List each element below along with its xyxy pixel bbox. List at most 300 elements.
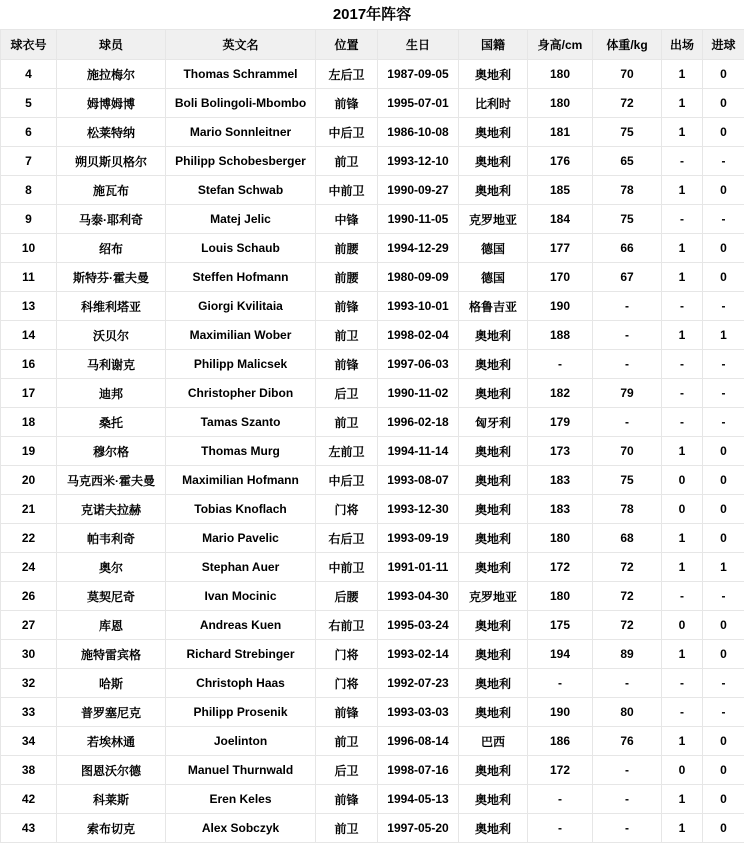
table-cell: 桑托	[57, 408, 166, 437]
table-cell: 1992-07-23	[378, 669, 459, 698]
table-cell: 奥地利	[459, 524, 528, 553]
table-cell: 门将	[316, 495, 378, 524]
table-cell: 1993-08-07	[378, 466, 459, 495]
table-cell: 1994-05-13	[378, 785, 459, 814]
table-cell: 1	[662, 553, 703, 582]
table-row	[1, 321, 744, 350]
table-cell: Matej Jelic	[166, 205, 316, 234]
table-body	[1, 60, 744, 843]
table-cell: 索布切克	[57, 814, 166, 843]
table-cell: Philipp Schobesberger	[166, 147, 316, 176]
table-cell: 克罗地亚	[459, 205, 528, 234]
table-cell: 前腰	[316, 234, 378, 263]
table-cell: 帕韦利奇	[57, 524, 166, 553]
table-row	[1, 234, 744, 263]
table-cell: 前卫	[316, 147, 378, 176]
table-cell: Philipp Malicsek	[166, 350, 316, 379]
table-cell: 68	[593, 524, 662, 553]
table-row	[1, 292, 744, 321]
table-cell: -	[593, 321, 662, 350]
table-cell: 0	[703, 785, 744, 814]
table-cell: Maximilian Wober	[166, 321, 316, 350]
table-cell: 180	[528, 582, 593, 611]
table-cell: 70	[593, 60, 662, 89]
table-cell: 1	[662, 814, 703, 843]
table-cell: 前锋	[316, 785, 378, 814]
table-row	[1, 466, 744, 495]
table-cell: 右前卫	[316, 611, 378, 640]
table-cell: 施拉梅尔	[57, 60, 166, 89]
table-cell: 1995-03-24	[378, 611, 459, 640]
table-cell: 科维利塔亚	[57, 292, 166, 321]
table-cell: 16	[1, 350, 57, 379]
table-row	[1, 350, 744, 379]
table-cell: 1993-03-03	[378, 698, 459, 727]
table-cell: 38	[1, 756, 57, 785]
table-cell: 76	[593, 727, 662, 756]
table-cell: 奥地利	[459, 814, 528, 843]
table-cell: 9	[1, 205, 57, 234]
table-cell: 183	[528, 466, 593, 495]
table-cell: 1993-12-30	[378, 495, 459, 524]
table-cell: Steffen Hofmann	[166, 263, 316, 292]
table-cell: 1993-12-10	[378, 147, 459, 176]
table-cell: 0	[703, 727, 744, 756]
table-cell: 施瓦布	[57, 176, 166, 205]
table-cell: 0	[703, 524, 744, 553]
table-cell: -	[662, 350, 703, 379]
table-cell: 前锋	[316, 292, 378, 321]
table-cell: 72	[593, 582, 662, 611]
table-cell: 188	[528, 321, 593, 350]
table-cell: 奥地利	[459, 60, 528, 89]
table-cell: 78	[593, 495, 662, 524]
table-cell: 斯特芬·霍夫曼	[57, 263, 166, 292]
table-row	[1, 408, 744, 437]
table-cell: Mario Sonnleitner	[166, 118, 316, 147]
table-cell: -	[528, 669, 593, 698]
table-cell: Joelinton	[166, 727, 316, 756]
header-cell: 英文名	[166, 30, 316, 60]
table-cell: 1993-10-01	[378, 292, 459, 321]
table-cell: Mario Pavelic	[166, 524, 316, 553]
table-cell: 奥地利	[459, 756, 528, 785]
header-cell: 球衣号	[1, 30, 57, 60]
table-cell: 奥地利	[459, 669, 528, 698]
table-cell: 42	[1, 785, 57, 814]
table-cell: 1	[662, 234, 703, 263]
table-row	[1, 756, 744, 785]
table-cell: -	[662, 379, 703, 408]
table-cell: 匈牙利	[459, 408, 528, 437]
table-cell: 1994-11-14	[378, 437, 459, 466]
table-cell: -	[593, 756, 662, 785]
table-cell: Christopher Dibon	[166, 379, 316, 408]
table-cell: 17	[1, 379, 57, 408]
table-row	[1, 118, 744, 147]
table-row	[1, 785, 744, 814]
table-cell: 1991-01-11	[378, 553, 459, 582]
table-cell: -	[703, 205, 744, 234]
table-cell: -	[703, 582, 744, 611]
table-cell: 75	[593, 466, 662, 495]
table-cell: 186	[528, 727, 593, 756]
table-row	[1, 669, 744, 698]
table-cell: 奥地利	[459, 379, 528, 408]
table-cell: 1993-02-14	[378, 640, 459, 669]
table-cell: 22	[1, 524, 57, 553]
table-cell: 72	[593, 553, 662, 582]
table-cell: 姆博姆博	[57, 89, 166, 118]
table-cell: 8	[1, 176, 57, 205]
table-cell: 194	[528, 640, 593, 669]
table-cell: 75	[593, 118, 662, 147]
table-cell: 松莱特纳	[57, 118, 166, 147]
table-row	[1, 814, 744, 843]
table-cell: 172	[528, 756, 593, 785]
table-cell: -	[662, 582, 703, 611]
table-row	[1, 640, 744, 669]
table-cell: 70	[593, 437, 662, 466]
table-cell: 173	[528, 437, 593, 466]
table-row	[1, 176, 744, 205]
table-cell: 65	[593, 147, 662, 176]
table-cell: 后腰	[316, 582, 378, 611]
table-cell: 1990-09-27	[378, 176, 459, 205]
table-cell: 迪邦	[57, 379, 166, 408]
table-cell: 中前卫	[316, 176, 378, 205]
table-cell: 177	[528, 234, 593, 263]
table-cell: 沃贝尔	[57, 321, 166, 350]
table-cell: 奥地利	[459, 698, 528, 727]
table-cell: 26	[1, 582, 57, 611]
table-cell: 前卫	[316, 814, 378, 843]
table-cell: 0	[703, 814, 744, 843]
table-cell: -	[528, 814, 593, 843]
table-cell: 67	[593, 263, 662, 292]
table-cell: 1986-10-08	[378, 118, 459, 147]
table-cell: 34	[1, 727, 57, 756]
table-cell: Christoph Haas	[166, 669, 316, 698]
table-cell: -	[703, 350, 744, 379]
table-cell: 普罗塞尼克	[57, 698, 166, 727]
table-cell: 89	[593, 640, 662, 669]
table-cell: 190	[528, 292, 593, 321]
table-cell: 前腰	[316, 263, 378, 292]
table-cell: 绍布	[57, 234, 166, 263]
table-cell: 18	[1, 408, 57, 437]
table-cell: 6	[1, 118, 57, 147]
page-title: 2017年阵容	[332, 6, 412, 23]
table-cell: 右后卫	[316, 524, 378, 553]
table-cell: 格鲁吉亚	[459, 292, 528, 321]
table-cell: 中前卫	[316, 553, 378, 582]
table-cell: -	[662, 147, 703, 176]
table-cell: -	[703, 379, 744, 408]
table-cell: 0	[662, 756, 703, 785]
table-cell: 0	[703, 756, 744, 785]
table-cell: -	[703, 669, 744, 698]
table-cell: 180	[528, 89, 593, 118]
table-cell: 1998-07-16	[378, 756, 459, 785]
table-cell: Alex Sobczyk	[166, 814, 316, 843]
table-cell: Thomas Schrammel	[166, 60, 316, 89]
table-cell: 66	[593, 234, 662, 263]
table-cell: 79	[593, 379, 662, 408]
table-cell: -	[662, 292, 703, 321]
table-row	[1, 89, 744, 118]
table-row	[1, 379, 744, 408]
table-cell: 30	[1, 640, 57, 669]
table-row	[1, 727, 744, 756]
table-cell: 1	[662, 176, 703, 205]
table-cell: -	[528, 785, 593, 814]
table-cell: Tamas Szanto	[166, 408, 316, 437]
table-row	[1, 553, 744, 582]
table-cell: 0	[703, 234, 744, 263]
table-cell: 24	[1, 553, 57, 582]
table-cell: 后卫	[316, 756, 378, 785]
table-cell: 0	[662, 495, 703, 524]
table-cell: 1990-11-05	[378, 205, 459, 234]
table-cell: 32	[1, 669, 57, 698]
table-row	[1, 437, 744, 466]
table-cell: 0	[703, 263, 744, 292]
table-row	[1, 60, 744, 89]
table-cell: 1997-05-20	[378, 814, 459, 843]
table-cell: Stephan Auer	[166, 553, 316, 582]
table-cell: 0	[703, 118, 744, 147]
table-cell: 前锋	[316, 89, 378, 118]
table-cell: 182	[528, 379, 593, 408]
table-cell: 1993-09-19	[378, 524, 459, 553]
table-cell: 181	[528, 118, 593, 147]
table-cell: 中后卫	[316, 118, 378, 147]
table-cell: 前卫	[316, 321, 378, 350]
table-cell: 门将	[316, 640, 378, 669]
table-cell: 奥地利	[459, 785, 528, 814]
table-cell: 1996-02-18	[378, 408, 459, 437]
table-cell: 奥地利	[459, 176, 528, 205]
table-cell: 0	[662, 611, 703, 640]
table-cell: 图恩沃尔德	[57, 756, 166, 785]
table-cell: 中锋	[316, 205, 378, 234]
table-cell: 1994-12-29	[378, 234, 459, 263]
table-cell: 左后卫	[316, 60, 378, 89]
table-cell: 7	[1, 147, 57, 176]
table-cell: 克诺夫拉赫	[57, 495, 166, 524]
table-cell: 175	[528, 611, 593, 640]
table-cell: 11	[1, 263, 57, 292]
table-cell: 0	[703, 176, 744, 205]
table-cell: 奥地利	[459, 147, 528, 176]
table-cell: 前卫	[316, 408, 378, 437]
table-cell: 19	[1, 437, 57, 466]
table-cell: 奥地利	[459, 350, 528, 379]
table-cell: 克罗地亚	[459, 582, 528, 611]
table-cell: 施特雷宾格	[57, 640, 166, 669]
table-cell: 190	[528, 698, 593, 727]
header-cell: 球员	[57, 30, 166, 60]
table-cell: 前锋	[316, 350, 378, 379]
table-cell: 0	[703, 495, 744, 524]
table-cell: 78	[593, 176, 662, 205]
roster-table	[0, 29, 744, 843]
table-cell: Philipp Prosenik	[166, 698, 316, 727]
table-cell: -	[662, 408, 703, 437]
table-cell: 1997-06-03	[378, 350, 459, 379]
table-cell: -	[703, 408, 744, 437]
table-cell: 0	[703, 640, 744, 669]
table-cell: -	[593, 292, 662, 321]
table-cell: Tobias Knoflach	[166, 495, 316, 524]
table-cell: 0	[703, 466, 744, 495]
table-cell: 185	[528, 176, 593, 205]
table-cell: 0	[662, 466, 703, 495]
table-cell: 0	[703, 89, 744, 118]
table-cell: -	[662, 205, 703, 234]
table-cell: 奥地利	[459, 437, 528, 466]
header-cell: 国籍	[459, 30, 528, 60]
table-cell: 172	[528, 553, 593, 582]
table-cell: 1995-07-01	[378, 89, 459, 118]
table-cell: 14	[1, 321, 57, 350]
table-cell: 马泰·耶利奇	[57, 205, 166, 234]
table-cell: 27	[1, 611, 57, 640]
table-cell: 1	[662, 524, 703, 553]
table-cell: 1990-11-02	[378, 379, 459, 408]
table-cell: 1980-09-09	[378, 263, 459, 292]
table-cell: 1	[703, 553, 744, 582]
table-cell: Stefan Schwab	[166, 176, 316, 205]
table-cell: -	[528, 350, 593, 379]
table-cell: 1	[703, 321, 744, 350]
table-cell: 后卫	[316, 379, 378, 408]
table-cell: -	[593, 669, 662, 698]
table-cell: 72	[593, 611, 662, 640]
table-cell: Maximilian Hofmann	[166, 466, 316, 495]
table-cell: 176	[528, 147, 593, 176]
header-cell: 身高/cm	[528, 30, 593, 60]
table-row	[1, 698, 744, 727]
header-cell: 体重/kg	[593, 30, 662, 60]
table-cell: 朔贝斯贝格尔	[57, 147, 166, 176]
table-cell: 德国	[459, 263, 528, 292]
header-row	[1, 30, 744, 60]
table-cell: Giorgi Kvilitaia	[166, 292, 316, 321]
table-cell: 179	[528, 408, 593, 437]
table-cell: 1	[662, 321, 703, 350]
table-cell: 奥地利	[459, 611, 528, 640]
table-cell: 马利谢克	[57, 350, 166, 379]
table-cell: Boli Bolingoli-Mbombo	[166, 89, 316, 118]
table-cell: 奥地利	[459, 466, 528, 495]
table-cell: Ivan Mocinic	[166, 582, 316, 611]
table-cell: -	[593, 785, 662, 814]
table-cell: 奥尔	[57, 553, 166, 582]
table-row	[1, 582, 744, 611]
table-cell: 1996-08-14	[378, 727, 459, 756]
table-cell: 1	[662, 89, 703, 118]
table-cell: 奥地利	[459, 321, 528, 350]
table-row	[1, 205, 744, 234]
header-cell: 位置	[316, 30, 378, 60]
table-cell: Richard Strebinger	[166, 640, 316, 669]
table-cell: 左前卫	[316, 437, 378, 466]
table-cell: 20	[1, 466, 57, 495]
table-cell: 33	[1, 698, 57, 727]
table-header	[1, 30, 744, 60]
table-cell: Thomas Murg	[166, 437, 316, 466]
table-cell: 1	[662, 60, 703, 89]
table-cell: 1998-02-04	[378, 321, 459, 350]
table-cell: -	[593, 408, 662, 437]
table-row	[1, 524, 744, 553]
table-cell: 马克西米·霍夫曼	[57, 466, 166, 495]
table-cell: 德国	[459, 234, 528, 263]
table-cell: -	[662, 669, 703, 698]
table-cell: 180	[528, 60, 593, 89]
table-cell: -	[593, 814, 662, 843]
table-row	[1, 263, 744, 292]
table-cell: 前卫	[316, 727, 378, 756]
table-cell: -	[662, 698, 703, 727]
table-cell: 75	[593, 205, 662, 234]
table-cell: 穆尔格	[57, 437, 166, 466]
table-cell: 奥地利	[459, 640, 528, 669]
header-cell: 进球	[703, 30, 744, 60]
table-cell: 科莱斯	[57, 785, 166, 814]
table-cell: 1987-09-05	[378, 60, 459, 89]
table-cell: 43	[1, 814, 57, 843]
table-cell: 1	[662, 727, 703, 756]
header-cell: 生日	[378, 30, 459, 60]
table-cell: Eren Keles	[166, 785, 316, 814]
table-cell: -	[703, 698, 744, 727]
table-cell: 前锋	[316, 698, 378, 727]
table-cell: 比利时	[459, 89, 528, 118]
table-cell: 1	[662, 785, 703, 814]
table-cell: 0	[703, 437, 744, 466]
table-cell: 奥地利	[459, 553, 528, 582]
table-cell: 门将	[316, 669, 378, 698]
table-cell: 1	[662, 263, 703, 292]
table-cell: -	[703, 292, 744, 321]
table-cell: 5	[1, 89, 57, 118]
table-cell: 184	[528, 205, 593, 234]
table-cell: 183	[528, 495, 593, 524]
table-cell: 奥地利	[459, 118, 528, 147]
table-cell: 21	[1, 495, 57, 524]
header-cell: 出场	[662, 30, 703, 60]
table-row	[1, 495, 744, 524]
table-cell: 1993-04-30	[378, 582, 459, 611]
table-cell: 13	[1, 292, 57, 321]
table-cell: 10	[1, 234, 57, 263]
table-cell: 1	[662, 640, 703, 669]
table-cell: 170	[528, 263, 593, 292]
table-cell: 若埃林通	[57, 727, 166, 756]
table-cell: 奥地利	[459, 495, 528, 524]
table-cell: 4	[1, 60, 57, 89]
table-cell: -	[593, 350, 662, 379]
table-row	[1, 147, 744, 176]
table-cell: 库恩	[57, 611, 166, 640]
table-cell: 哈斯	[57, 669, 166, 698]
table-cell: 莫契尼奇	[57, 582, 166, 611]
table-cell: 1	[662, 437, 703, 466]
table-cell: 0	[703, 60, 744, 89]
